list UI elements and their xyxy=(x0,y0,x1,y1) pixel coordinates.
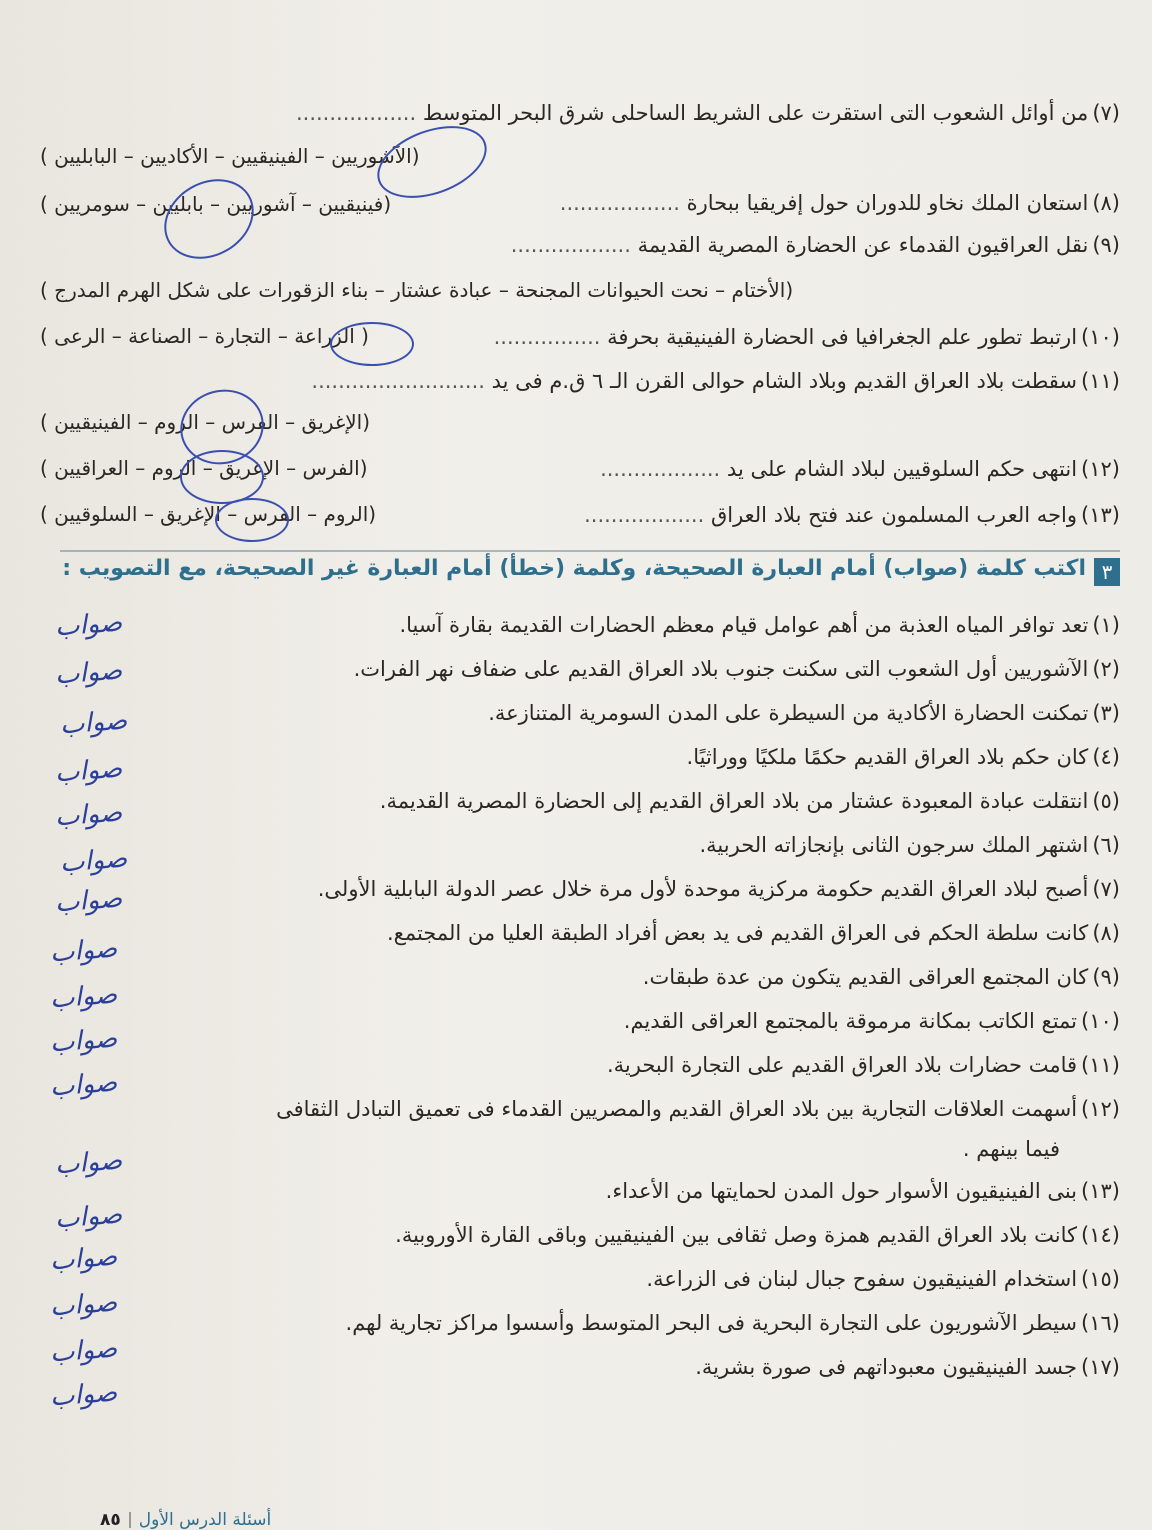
statement: (١٠)تمتع الكاتب بمكانة مرموقة بالمجتمع العراقى القديم. xyxy=(623,1009,1120,1033)
mcq-options: (الروم – الفرس – الإغريق – السلوقيين ) xyxy=(40,502,377,526)
mcq-options: (الفرس – الإغريق – الروم – العراقيين ) xyxy=(40,456,368,480)
statement: (١٢)أسهمت العلاقات التجارية بين بلاد العراق القديم والمصريين القدماء فى تعميق التبادل الثقافى xyxy=(276,1097,1120,1121)
statement: (٢)الآشوريين أول الشعوب التى سكنت جنوب بلاد العراق القديم على ضفاف نهر الفرات. xyxy=(353,657,1120,681)
mcq-options: ( الزراعة – التجارة – الصناعة – الرعى ) xyxy=(40,324,369,348)
statement: (١٤)كانت بلاد العراق القديم همزة وصل ثقافى بين الفينيقيين وباقى القارة الأوروبية. xyxy=(395,1223,1120,1247)
mcq-options: (الآشوريين – الفينيقيين – الأكاديين – البابليين ) xyxy=(40,144,420,168)
mcq-options: (فينيقيين – آشوريين – بابليين – سومريين ) xyxy=(40,192,392,216)
handwritten-answer: صواب xyxy=(59,705,129,741)
statement: (١٦)سيطر الآشوريون على التجارة البحرية فى البحر المتوسط وأسسوا مراكز تجارية لهم. xyxy=(345,1311,1120,1335)
handwritten-answer: صواب xyxy=(49,1241,119,1277)
section-title: اكتب كلمة (صواب) أمام العبارة الصحيحة، وكلمة (خطأ) أمام العبارة غير الصحيحة، مع التصويب : xyxy=(62,556,1086,581)
mcq-item: (٩)نقل العراقيون القدماء عن الحضارة المصرية القديمة .................. xyxy=(510,233,1120,257)
mcq-options: (الإغريق – الفرس – الروم – الفينيقيين ) xyxy=(40,410,371,434)
statement: (٤)كان حكم بلاد العراق القديم حكمًا ملكيًا ووراثيًا. xyxy=(686,745,1120,769)
handwritten-answer: صواب xyxy=(49,1067,119,1103)
handwritten-answer: صواب xyxy=(49,1023,119,1059)
handwritten-answer: صواب xyxy=(49,1377,119,1413)
page-number: ٨٥ xyxy=(100,1510,121,1530)
handwritten-answer: صواب xyxy=(54,1145,124,1181)
footer-separator xyxy=(129,1512,131,1528)
workbook-page xyxy=(30,70,1120,1530)
mcq-item: (٧)من أوائل الشعوب التى استقرت على الشريط الساحلى شرق البحر المتوسط .................. xyxy=(295,101,1120,125)
statement: (١٧)جسد الفينيقيون معبوداتهم فى صورة بشرية. xyxy=(695,1355,1120,1379)
mcq-item: (١٣)واجه العرب المسلمون عند فتح بلاد العراق .................. xyxy=(584,503,1120,527)
statement-continuation: فيما بينهم . xyxy=(962,1137,1060,1161)
handwritten-answer: صواب xyxy=(49,933,119,969)
handwritten-answer: صواب xyxy=(54,607,124,643)
handwritten-answer: صواب xyxy=(54,655,124,691)
handwritten-answer: صواب xyxy=(54,797,124,833)
statement: (٦)اشتهر الملك سرجون الثانى بإنجازاته الحربية. xyxy=(699,833,1120,857)
mcq-item: (١٢)انتهى حكم السلوقيين لبلاد الشام على يد .................. xyxy=(600,457,1120,481)
mcq-item: (١١)سقطت بلاد العراق القديم وبلاد الشام حوالى القرن الـ ٦ ق.م فى يد .......................... xyxy=(311,369,1120,393)
answer-circle xyxy=(150,163,268,274)
answer-circle xyxy=(330,322,414,366)
handwritten-answer: صواب xyxy=(54,1199,124,1235)
answer-circle xyxy=(215,498,289,542)
handwritten-answer: صواب xyxy=(49,979,119,1015)
page-footer xyxy=(90,1510,271,1530)
footer-label: أسئلة الدرس الأول xyxy=(138,1510,272,1530)
handwritten-answer: صواب xyxy=(49,1333,119,1369)
statement: (١٣)بنى الفينيقيون الأسوار حول المدن لحمايتها من الأعداء. xyxy=(605,1179,1120,1203)
mcq-item: (٨)استعان الملك نخاو للدوران حول إفريقيا ببحارة .................. xyxy=(559,191,1120,215)
statement: (٧)أصبح لبلاد العراق القديم حكومة مركزية موحدة لأول مرة خلال عصر الدولة البابلية الأولى. xyxy=(317,877,1120,901)
section-divider xyxy=(60,550,1120,552)
handwritten-answer: صواب xyxy=(59,843,129,879)
handwritten-answer: صواب xyxy=(49,1287,119,1323)
statement: (٩)كان المجتمع العراقى القديم يتكون من عدة طبقات. xyxy=(642,965,1120,989)
statement: (١)تعد توافر المياه العذبة من أهم عوامل قيام معظم الحضارات القديمة بقارة آسيا. xyxy=(399,613,1120,637)
mcq-item: (١٠)ارتبط تطور علم الجغرافيا فى الحضارة الفينيقية بحرفة ................ xyxy=(493,325,1120,349)
handwritten-answer: صواب xyxy=(54,753,124,789)
answer-circle xyxy=(180,450,264,504)
mcq-options: (الأختام – نحت الحيوانات المجنحة – عبادة عشتار – بناء الزقورات على شكل الهرم المدرج ) xyxy=(40,278,794,302)
statement: (٥)انتقلت عبادة المعبودة عشتار من بلاد العراق القديم إلى الحضارة المصرية القديمة. xyxy=(379,789,1120,813)
handwritten-answer: صواب xyxy=(54,883,124,919)
statement: (١٥)استخدام الفينيقيون سفوح جبال لبنان فى الزراعة. xyxy=(646,1267,1120,1291)
statement: (١١)قامت حضارات بلاد العراق القديم على التجارة البحرية. xyxy=(607,1053,1120,1077)
question-number-badge: ٣ xyxy=(1094,558,1120,586)
statement: (٣)تمكنت الحضارة الأكادية من السيطرة على المدن السومرية المتنازعة. xyxy=(488,701,1120,725)
statement: (٨)كانت سلطة الحكم فى العراق القديم فى يد بعض أفراد الطبقة العليا من المجتمع. xyxy=(386,921,1120,945)
